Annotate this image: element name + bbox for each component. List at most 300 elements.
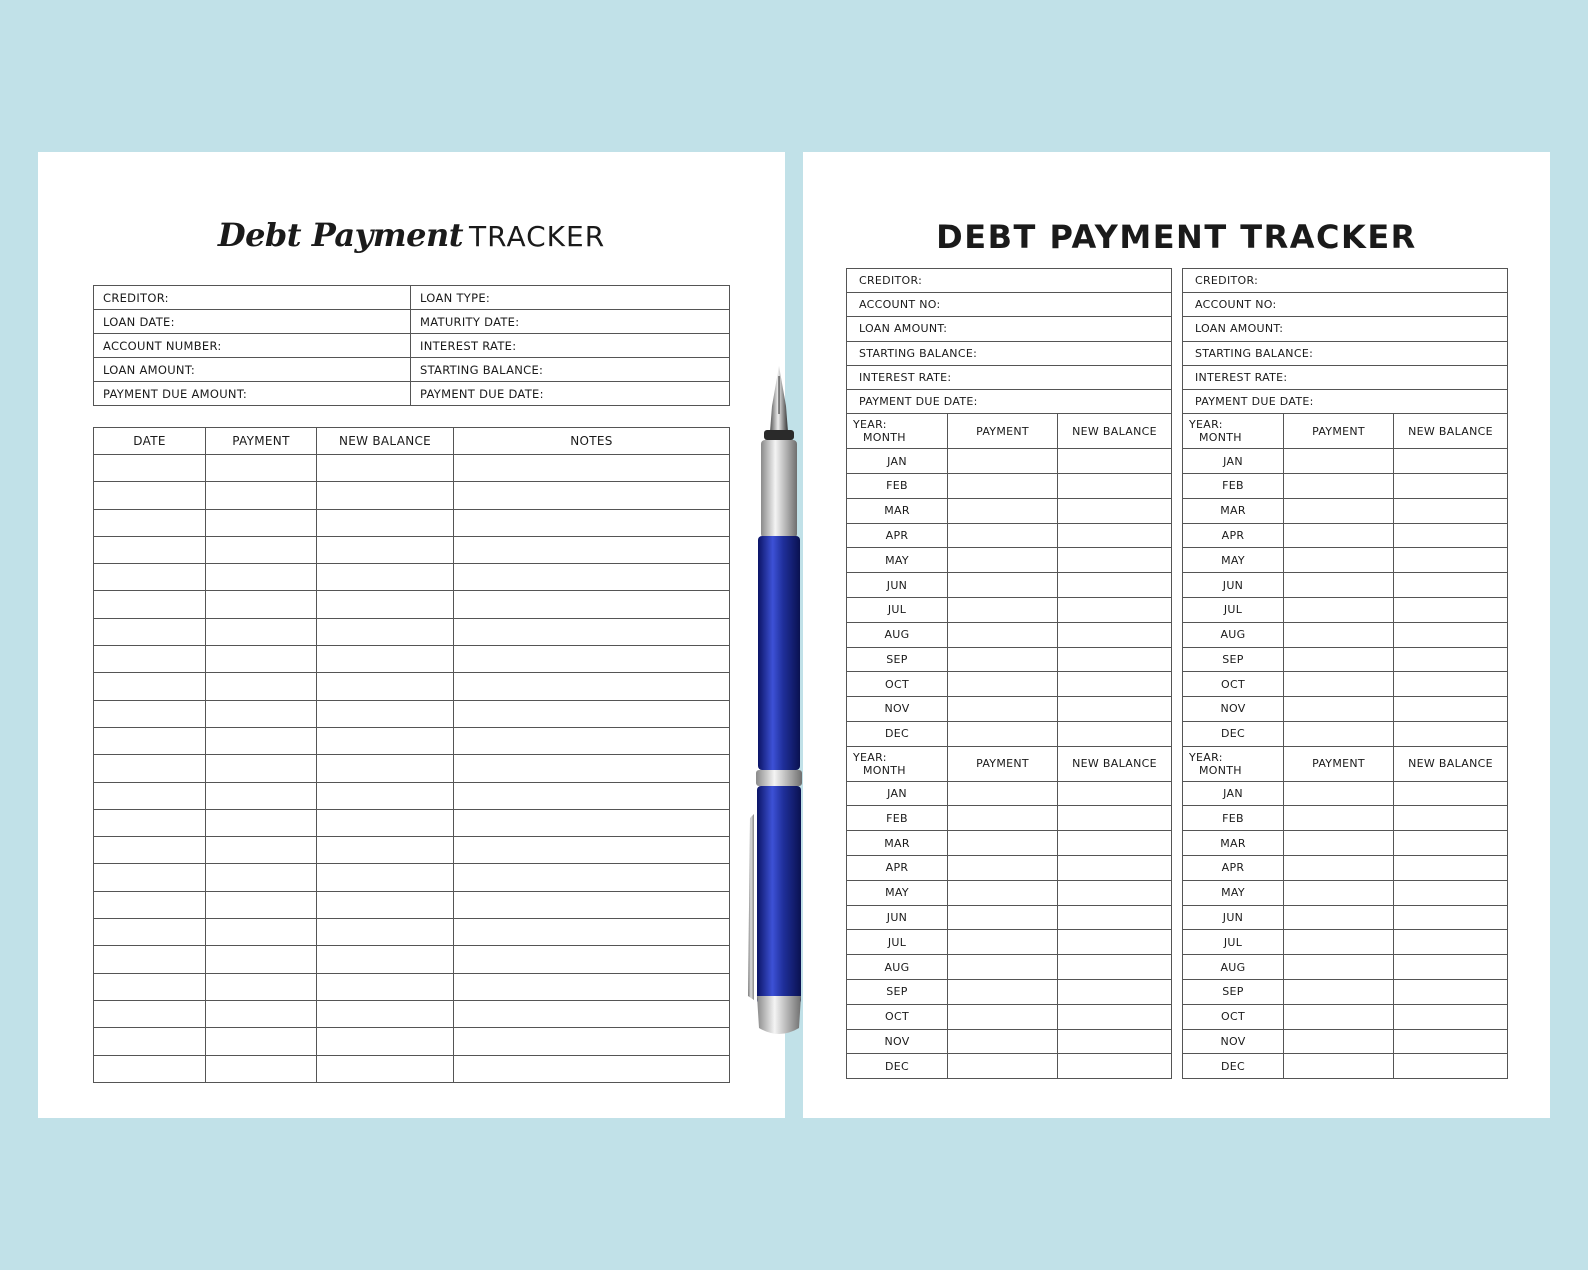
new-balance-cell: [1058, 856, 1172, 881]
monthly-tracker-right-column: [1182, 268, 1508, 1079]
month-name: SEP: [1183, 647, 1284, 672]
payment-log-cell: [94, 618, 206, 645]
payment-log-cell: [317, 864, 454, 891]
payment-log-cell: [317, 782, 454, 809]
payment-log-cell: [206, 536, 317, 563]
new-balance-cell: [1394, 880, 1508, 905]
month-row: [1183, 905, 1508, 930]
payment-cell: [1284, 905, 1394, 930]
month-name: JUL: [1183, 597, 1284, 622]
month-name: NOV: [847, 1029, 948, 1054]
month-name: DEC: [847, 721, 948, 746]
payment-cell: [1284, 498, 1394, 523]
column-header-date: DATE: [94, 428, 206, 455]
month-name: NOV: [1183, 697, 1284, 722]
payment-cell: [1284, 573, 1394, 598]
new-balance-cell: [1394, 573, 1508, 598]
payment-log-row: [94, 864, 730, 891]
month-row: [847, 831, 1172, 856]
account-info-row: [847, 365, 1172, 389]
payment-log-row: [94, 646, 730, 673]
payment-log-cell: [317, 591, 454, 618]
new-balance-cell: [1058, 548, 1172, 573]
month-name: NOV: [847, 697, 948, 722]
payment-log-cell: [94, 1028, 206, 1055]
payment-log-cell: [317, 727, 454, 754]
loan-info-label: INTEREST RATE:: [411, 334, 730, 358]
payment-log-cell: [454, 564, 730, 591]
month-row: [1183, 1004, 1508, 1029]
right-page-title: DEBT PAYMENT TRACKER: [936, 218, 1417, 256]
payment-log-row: [94, 1000, 730, 1027]
year-header-row: [1183, 414, 1508, 449]
payment-log-cell: [317, 536, 454, 563]
month-name: SEP: [847, 647, 948, 672]
year-month-header: [1183, 414, 1284, 449]
payment-log-cell: [454, 1055, 730, 1082]
payment-log-cell: [454, 646, 730, 673]
payment-log-cell: [94, 564, 206, 591]
payment-log-row: [94, 1028, 730, 1055]
loan-info-row: [94, 286, 730, 310]
payment-header: PAYMENT: [948, 746, 1058, 781]
month-row: [1183, 880, 1508, 905]
month-label: MONTH: [1199, 763, 1242, 777]
payment-log-row: [94, 536, 730, 563]
payment-log-cell: [454, 837, 730, 864]
new-balance-cell: [1058, 622, 1172, 647]
payment-cell: [948, 449, 1058, 474]
payment-cell: [1284, 597, 1394, 622]
payment-log-cell: [206, 782, 317, 809]
new-balance-cell: [1058, 880, 1172, 905]
month-row: [847, 597, 1172, 622]
payment-log-cell: [94, 837, 206, 864]
new-balance-cell: [1394, 523, 1508, 548]
payment-log-cell: [454, 673, 730, 700]
account-info-row: [1183, 365, 1508, 389]
payment-log-cell: [206, 564, 317, 591]
payment-log-cell: [317, 618, 454, 645]
account-info-label: STARTING BALANCE:: [847, 341, 1172, 365]
account-info-label: LOAN AMOUNT:: [1183, 317, 1508, 341]
payment-log-cell: [206, 482, 317, 509]
month-name: JAN: [847, 449, 948, 474]
month-row: [847, 498, 1172, 523]
fountain-pen-image: [744, 366, 808, 1046]
month-row: [1183, 721, 1508, 746]
payment-cell: [948, 806, 1058, 831]
month-name: JUL: [847, 930, 948, 955]
month-name: DEC: [847, 1054, 948, 1079]
payment-cell: [1284, 856, 1394, 881]
month-name: AUG: [847, 955, 948, 980]
year-month-header: [847, 746, 948, 781]
payment-log-cell: [94, 700, 206, 727]
month-name: DEC: [1183, 1054, 1284, 1079]
payment-cell: [948, 672, 1058, 697]
new-balance-cell: [1058, 672, 1172, 697]
month-name: FEB: [1183, 806, 1284, 831]
month-row: [1183, 955, 1508, 980]
new-balance-cell: [1058, 1004, 1172, 1029]
account-info-label: PAYMENT DUE DATE:: [847, 389, 1172, 413]
payment-log-cell: [206, 946, 317, 973]
payment-log-cell: [94, 919, 206, 946]
new-balance-cell: [1058, 573, 1172, 598]
payment-log-row: [94, 564, 730, 591]
loan-info-table: [93, 285, 730, 406]
new-balance-cell: [1058, 721, 1172, 746]
payment-log-row: [94, 618, 730, 645]
loan-info-label: LOAN DATE:: [94, 310, 411, 334]
new-balance-cell: [1394, 905, 1508, 930]
account-info-label: INTEREST RATE:: [847, 365, 1172, 389]
payment-log-cell: [317, 700, 454, 727]
month-name: MAR: [1183, 831, 1284, 856]
month-row: [1183, 622, 1508, 647]
loan-info-row: [94, 310, 730, 334]
loan-info-label: LOAN TYPE:: [411, 286, 730, 310]
new-balance-cell: [1394, 498, 1508, 523]
month-row: [1183, 672, 1508, 697]
month-row: [847, 980, 1172, 1005]
month-name: APR: [1183, 523, 1284, 548]
new-balance-cell: [1058, 955, 1172, 980]
payment-log-cell: [94, 1000, 206, 1027]
new-balance-cell: [1058, 597, 1172, 622]
new-balance-cell: [1394, 721, 1508, 746]
loan-info-label: MATURITY DATE:: [411, 310, 730, 334]
payment-log-cell: [206, 864, 317, 891]
payment-log-row: [94, 837, 730, 864]
payment-log-row: [94, 973, 730, 1000]
month-name: MAY: [847, 548, 948, 573]
month-row: [1183, 1029, 1508, 1054]
payment-log-cell: [454, 1028, 730, 1055]
month-name: NOV: [1183, 1029, 1284, 1054]
payment-log-cell: [454, 536, 730, 563]
payment-log-cell: [206, 837, 317, 864]
payment-header: PAYMENT: [948, 414, 1058, 449]
account-info-label: PAYMENT DUE DATE:: [1183, 389, 1508, 413]
loan-info-label: LOAN AMOUNT:: [94, 358, 411, 382]
month-name: MAR: [1183, 498, 1284, 523]
payment-log-cell: [454, 618, 730, 645]
month-row: [847, 806, 1172, 831]
month-name: MAR: [847, 498, 948, 523]
year-label: YEAR:: [1189, 418, 1223, 432]
month-row: [1183, 856, 1508, 881]
month-name: APR: [847, 856, 948, 881]
payment-log-cell: [206, 1000, 317, 1027]
month-name: JUN: [847, 905, 948, 930]
month-row: [847, 1054, 1172, 1079]
loan-info-label: STARTING BALANCE:: [411, 358, 730, 382]
account-info-row: [1183, 293, 1508, 317]
month-name: JUN: [847, 573, 948, 598]
payment-cell: [948, 930, 1058, 955]
new-balance-cell: [1058, 1029, 1172, 1054]
payment-log-cell: [454, 864, 730, 891]
payment-cell: [948, 980, 1058, 1005]
month-row: [847, 856, 1172, 881]
payment-log-cell: [206, 646, 317, 673]
new-balance-cell: [1058, 980, 1172, 1005]
loan-info-label: CREDITOR:: [94, 286, 411, 310]
payment-log-row: [94, 727, 730, 754]
title-script-text: Debt Payment: [217, 216, 464, 254]
payment-cell: [948, 622, 1058, 647]
month-name: JUN: [1183, 573, 1284, 598]
payment-log-cell: [454, 782, 730, 809]
month-row: [847, 781, 1172, 806]
payment-log-cell: [206, 809, 317, 836]
payment-log-cell: [206, 755, 317, 782]
payment-cell: [948, 1054, 1058, 1079]
new-balance-header: NEW BALANCE: [1394, 414, 1508, 449]
month-label: MONTH: [863, 763, 906, 777]
payment-cell: [1284, 548, 1394, 573]
month-row: [1183, 573, 1508, 598]
payment-cell: [948, 856, 1058, 881]
payment-log-cell: [317, 1028, 454, 1055]
new-balance-cell: [1394, 622, 1508, 647]
new-balance-cell: [1058, 697, 1172, 722]
payment-log-row: [94, 946, 730, 973]
account-info-row: [1183, 389, 1508, 413]
payment-log-cell: [94, 727, 206, 754]
month-name: SEP: [1183, 980, 1284, 1005]
payment-log-cell: [317, 809, 454, 836]
account-info-row: [847, 389, 1172, 413]
loan-info-label: ACCOUNT NUMBER:: [94, 334, 411, 358]
account-info-label: ACCOUNT NO:: [1183, 293, 1508, 317]
payment-log-cell: [206, 591, 317, 618]
new-balance-cell: [1058, 905, 1172, 930]
new-balance-cell: [1394, 831, 1508, 856]
month-row: [1183, 597, 1508, 622]
payment-log-cell: [206, 1028, 317, 1055]
month-name: MAR: [847, 831, 948, 856]
payment-cell: [1284, 781, 1394, 806]
month-row: [847, 672, 1172, 697]
payment-log-cell: [317, 837, 454, 864]
payment-log-cell: [206, 1055, 317, 1082]
payment-log-cell: [94, 591, 206, 618]
payment-log-cell: [317, 646, 454, 673]
left-page-title: [38, 216, 785, 254]
payment-log-cell: [94, 536, 206, 563]
payment-log-cell: [317, 1000, 454, 1027]
account-info-label: CREDITOR:: [847, 269, 1172, 293]
payment-log-cell: [317, 919, 454, 946]
payment-cell: [1284, 880, 1394, 905]
new-balance-cell: [1394, 1054, 1508, 1079]
payment-log-row: [94, 482, 730, 509]
payment-cell: [948, 781, 1058, 806]
right-tracker-page: [803, 152, 1550, 1118]
month-row: [1183, 1054, 1508, 1079]
month-name: JAN: [847, 781, 948, 806]
month-name: OCT: [847, 672, 948, 697]
month-name: JUN: [1183, 905, 1284, 930]
payment-header: PAYMENT: [1284, 746, 1394, 781]
month-row: [1183, 806, 1508, 831]
payment-log-cell: [206, 973, 317, 1000]
payment-cell: [1284, 473, 1394, 498]
month-row: [847, 1029, 1172, 1054]
new-balance-cell: [1394, 449, 1508, 474]
month-name: AUG: [847, 622, 948, 647]
payment-log-cell: [454, 482, 730, 509]
payment-cell: [948, 473, 1058, 498]
payment-log-cell: [94, 891, 206, 918]
new-balance-cell: [1394, 548, 1508, 573]
month-row: [1183, 523, 1508, 548]
title-caps-text: TRACKER: [469, 220, 606, 253]
month-row: [847, 449, 1172, 474]
month-name: FEB: [1183, 473, 1284, 498]
payment-cell: [1284, 697, 1394, 722]
month-row: [847, 523, 1172, 548]
payment-log-row: [94, 919, 730, 946]
payment-log-cell: [94, 509, 206, 536]
new-balance-cell: [1394, 1004, 1508, 1029]
new-balance-cell: [1394, 955, 1508, 980]
payment-log-cell: [454, 973, 730, 1000]
payment-log-cell: [454, 919, 730, 946]
new-balance-header: NEW BALANCE: [1058, 746, 1172, 781]
payment-cell: [1284, 622, 1394, 647]
monthly-tracker-left-column: [846, 268, 1172, 1079]
payment-log-row: [94, 891, 730, 918]
account-info-row: [1183, 317, 1508, 341]
payment-cell: [1284, 449, 1394, 474]
new-balance-cell: [1058, 523, 1172, 548]
payment-cell: [948, 647, 1058, 672]
new-balance-cell: [1058, 473, 1172, 498]
loan-info-row: [94, 382, 730, 406]
new-balance-cell: [1394, 473, 1508, 498]
payment-cell: [948, 905, 1058, 930]
payment-log-cell: [206, 509, 317, 536]
month-name: JUL: [1183, 930, 1284, 955]
payment-cell: [948, 597, 1058, 622]
payment-log-cell: [317, 564, 454, 591]
column-header-new-balance: NEW BALANCE: [317, 428, 454, 455]
month-row: [847, 1004, 1172, 1029]
payment-log-cell: [317, 673, 454, 700]
payment-cell: [948, 498, 1058, 523]
year-header-row: [1183, 746, 1508, 781]
payment-cell: [948, 573, 1058, 598]
payment-log-cell: [94, 864, 206, 891]
payment-log-cell: [454, 946, 730, 973]
month-row: [847, 955, 1172, 980]
month-name: SEP: [847, 980, 948, 1005]
payment-log-cell: [317, 891, 454, 918]
payment-log-cell: [454, 727, 730, 754]
month-name: JAN: [1183, 449, 1284, 474]
payment-log-cell: [317, 755, 454, 782]
month-row: [847, 930, 1172, 955]
payment-cell: [948, 721, 1058, 746]
payment-log-cell: [206, 727, 317, 754]
payment-cell: [1284, 647, 1394, 672]
payment-log-cell: [94, 809, 206, 836]
payment-log-row: [94, 673, 730, 700]
month-name: FEB: [847, 473, 948, 498]
new-balance-cell: [1058, 930, 1172, 955]
account-info-label: LOAN AMOUNT:: [847, 317, 1172, 341]
new-balance-cell: [1394, 806, 1508, 831]
payment-log-row: [94, 782, 730, 809]
new-balance-cell: [1058, 498, 1172, 523]
payment-log-cell: [454, 809, 730, 836]
payment-cell: [1284, 1029, 1394, 1054]
month-row: [847, 721, 1172, 746]
month-row: [847, 905, 1172, 930]
payment-log-cell: [94, 482, 206, 509]
month-row: [1183, 548, 1508, 573]
payment-cell: [1284, 1004, 1394, 1029]
account-info-row: [1183, 269, 1508, 293]
payment-log-cell: [94, 673, 206, 700]
new-balance-cell: [1394, 856, 1508, 881]
payment-log-cell: [94, 755, 206, 782]
loan-info-label: PAYMENT DUE AMOUNT:: [94, 382, 411, 406]
loan-info-label: PAYMENT DUE DATE:: [411, 382, 730, 406]
payment-log-row: [94, 1055, 730, 1082]
payment-cell: [1284, 955, 1394, 980]
month-row: [847, 622, 1172, 647]
month-label: MONTH: [863, 431, 906, 445]
payment-log-row: [94, 700, 730, 727]
payment-log-cell: [206, 919, 317, 946]
payment-log-cell: [317, 973, 454, 1000]
month-row: [1183, 473, 1508, 498]
loan-info-row: [94, 334, 730, 358]
payment-log-cell: [317, 455, 454, 482]
month-name: APR: [847, 523, 948, 548]
new-balance-cell: [1394, 647, 1508, 672]
payment-log-cell: [317, 1055, 454, 1082]
year-header-row: [847, 414, 1172, 449]
new-balance-cell: [1058, 781, 1172, 806]
year-month-header: [1183, 746, 1284, 781]
month-row: [1183, 980, 1508, 1005]
new-balance-cell: [1394, 697, 1508, 722]
account-info-label: STARTING BALANCE:: [1183, 341, 1508, 365]
month-name: JAN: [1183, 781, 1284, 806]
payment-log-cell: [454, 509, 730, 536]
payment-cell: [948, 548, 1058, 573]
payment-cell: [1284, 721, 1394, 746]
new-balance-cell: [1394, 1029, 1508, 1054]
new-balance-cell: [1394, 930, 1508, 955]
year-header-row: [847, 746, 1172, 781]
month-row: [1183, 697, 1508, 722]
month-label: MONTH: [1199, 431, 1242, 445]
payment-cell: [948, 523, 1058, 548]
payment-log-cell: [94, 973, 206, 1000]
payment-cell: [948, 880, 1058, 905]
payment-log-cell: [206, 700, 317, 727]
payment-log-cell: [454, 891, 730, 918]
month-name: OCT: [1183, 1004, 1284, 1029]
month-name: AUG: [1183, 622, 1284, 647]
